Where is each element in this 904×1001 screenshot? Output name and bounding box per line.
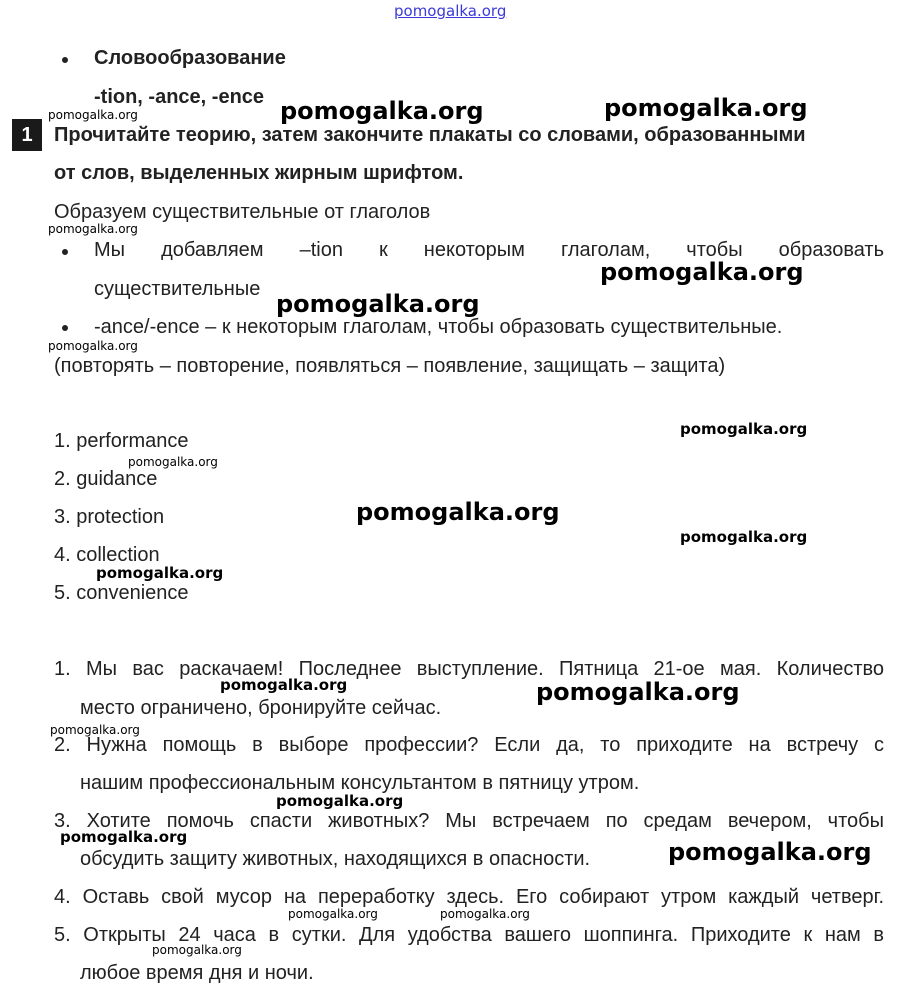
translation-2-line-1: 2. Нужна помощь в выборе профессии? Если да, то приходите на встречу с	[54, 734, 884, 756]
watermark: pomogalka.org	[280, 97, 484, 125]
theory-bullet-1-line-2: существительные	[94, 278, 261, 300]
watermark: pomogalka.org	[600, 258, 804, 286]
watermark: pomogalka.org	[60, 828, 188, 846]
theory-heading: Образуем существительные от глаголов	[54, 201, 431, 223]
watermark: pomogalka.org	[48, 339, 138, 353]
translation-4: 4. Оставь свой мусор на переработку здесь. Его собирают утром каждый четверг.	[54, 886, 884, 908]
translation-2-line-2: нашим профессиональным консультантом в пятницу утром.	[80, 772, 640, 794]
answer-item: 2. guidance	[54, 468, 158, 490]
translation-1-line-2: место ограничено, бронируйте сейчас.	[80, 697, 442, 719]
answer-item: 4. collection	[54, 544, 160, 566]
translation-5-line-2: любое время дня и ночи.	[80, 962, 314, 984]
theory-bullet-2: -ance/-ence – к некоторым глаголам, чтобы образовать существительные.	[94, 316, 783, 338]
suffixes-line: -tion, -ance, -ence	[94, 86, 265, 108]
translation-5-line-1: 5. Открыты 24 часа в сутки. Для удобства вашего шоппинга. Приходите к нам в	[54, 924, 884, 946]
bullet	[62, 57, 68, 63]
theory-bullet-1-line-1: Мы добавляем –tion к некоторым глаголам, чтобы образовать	[94, 239, 884, 261]
translation-1-line-1: 1. Мы вас раскачаем! Последнее выступление. Пятница 21-ое мая. Количество	[54, 658, 884, 680]
watermark: pomogalka.org	[276, 290, 480, 318]
translation-3-line-2: обсудить защиту животных, находящихся в опасности.	[80, 848, 591, 870]
watermark: pomogalka.org	[276, 792, 404, 810]
watermark: pomogalka.org	[48, 222, 138, 236]
instruction-line-1: Прочитайте теорию, затем закончите плакаты со словами, образованными	[54, 124, 806, 146]
watermark: pomogalka.org	[680, 528, 808, 546]
watermark: pomogalka.org	[668, 838, 872, 866]
translation-3-line-1: 3. Хотите помочь спасти животных? Мы встречаем по средам вечером, чтобы	[54, 810, 884, 832]
watermark: pomogalka.org	[356, 498, 560, 526]
section-title: Словообразование	[94, 47, 286, 69]
watermark: pomogalka.org	[680, 420, 808, 438]
watermark: pomogalka.org	[536, 678, 740, 706]
watermark: pomogalka.org	[604, 94, 808, 122]
answer-item: 5. convenience	[54, 582, 189, 604]
exercise-number-badge: 1	[12, 119, 42, 151]
theory-examples: (повторять – повторение, появляться – появление, защищать – защита)	[54, 355, 726, 377]
watermark: pomogalka.org	[440, 907, 530, 921]
watermark: pomogalka.org	[288, 907, 378, 921]
watermark: pomogalka.org	[152, 943, 242, 957]
answer-item: 1. performance	[54, 430, 189, 452]
bullet	[62, 249, 68, 255]
watermark: pomogalka.org	[96, 564, 224, 582]
watermark-link[interactable]: pomogalka.org	[394, 2, 507, 20]
watermark: pomogalka.org	[220, 676, 348, 694]
watermark: pomogalka.org	[50, 723, 140, 737]
instruction-line-2: от слов, выделенных жирным шрифтом.	[54, 162, 464, 184]
watermark: pomogalka.org	[128, 455, 218, 469]
watermark: pomogalka.org	[48, 108, 138, 122]
answer-item: 3. protection	[54, 506, 165, 528]
bullet	[62, 325, 68, 331]
